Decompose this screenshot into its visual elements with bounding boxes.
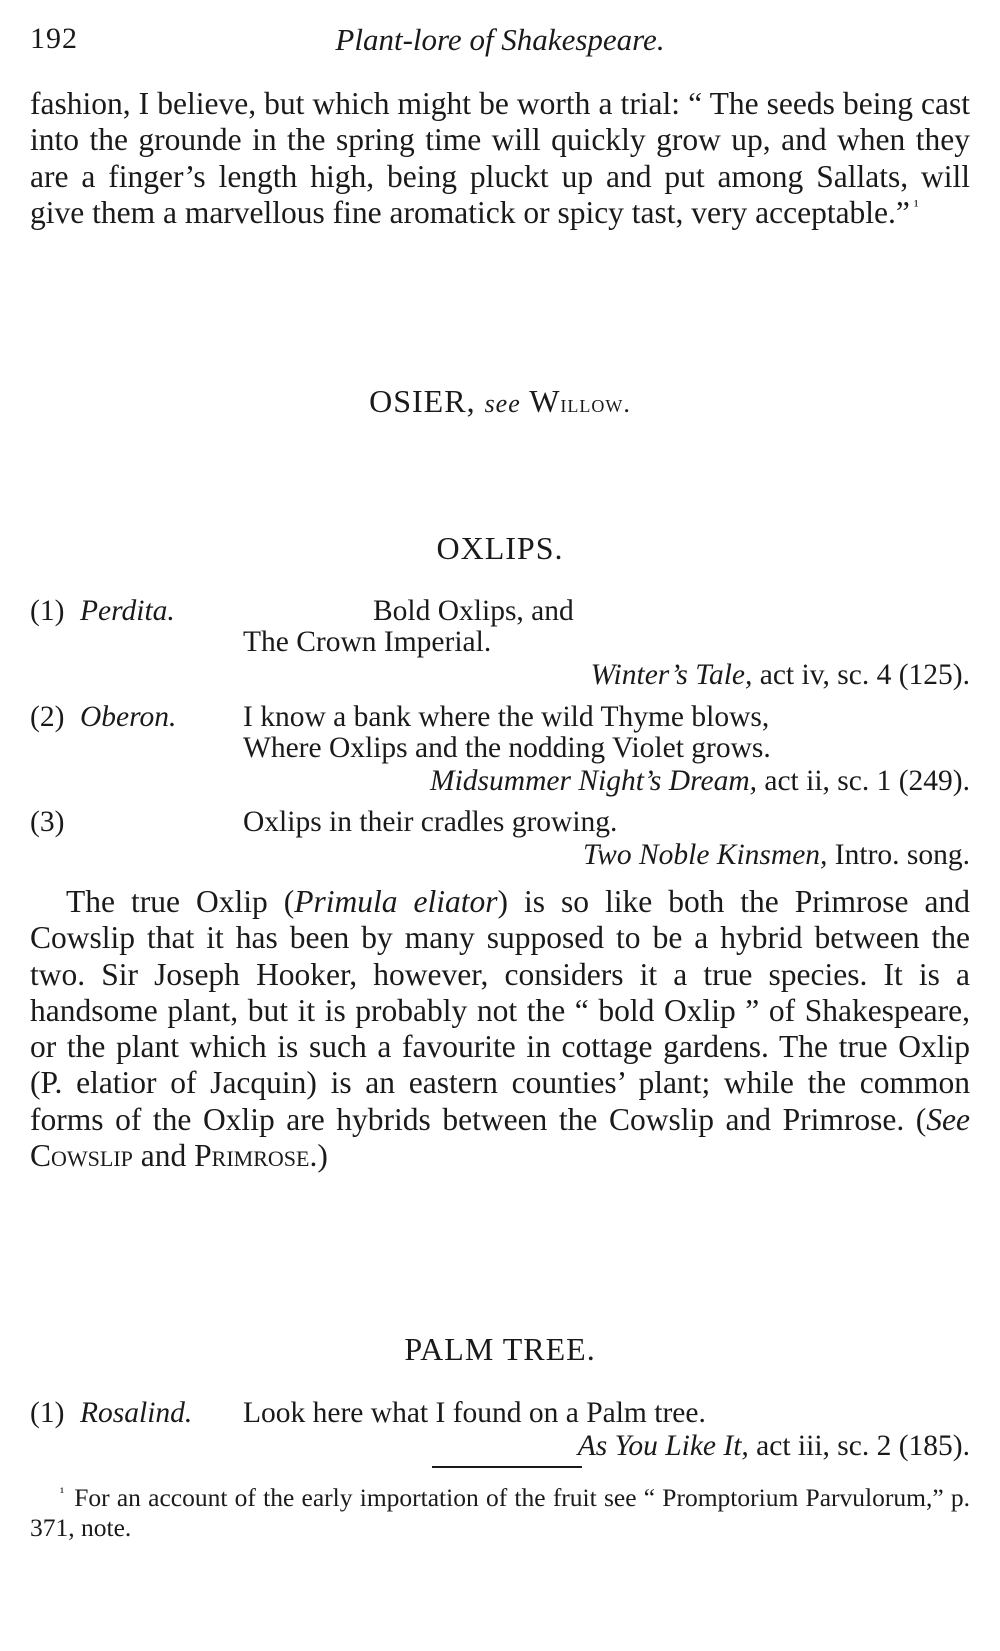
osier-ref-initial: W: [529, 383, 561, 419]
oxlips-quote-1: [30, 595, 970, 695]
and-word: and: [140, 1138, 187, 1174]
source-citation: act iii, sc. 2 (185).: [756, 1430, 970, 1462]
source-title: Winter’s Tale,: [590, 659, 753, 691]
source-title: As You Like It,: [577, 1430, 749, 1462]
quote-number: (1): [30, 595, 65, 627]
quote-number: (2): [30, 701, 65, 733]
quote-number: (1): [30, 1397, 65, 1429]
quote-line: Look here what I found on a Palm tree.: [243, 1397, 706, 1429]
quote-line: Oxlips in their cradles growing.: [243, 806, 618, 838]
osier-heading: [0, 383, 1000, 420]
close-paren: ): [317, 1138, 328, 1174]
footnote: [30, 1483, 970, 1543]
quote-line: The Crown Imperial.: [243, 626, 492, 658]
intro-paragraph: [30, 86, 970, 231]
running-head: [30, 22, 970, 62]
intro-text: fashion, I believe, but which might be worth a trial: “ The seeds being cast into the grounde in the spring time will quickly grow up, and when they are a finger’s length high, being pluckt up and put among Sallats, will give them a marvellous fine aromatick or spicy tast, very acceptable.”: [30, 86, 970, 230]
footnote-text: For an account of the early importation of the fruit see “ Promptorium Parvulorum,” p. 371, note.: [30, 1483, 970, 1542]
source-citation: act ii, sc. 1 (249).: [764, 765, 970, 797]
footnote-divider: [432, 1466, 582, 1468]
quote-speaker: Perdita.: [80, 595, 175, 627]
footnote-reference[interactable]: ¹: [913, 198, 919, 216]
source-citation: Intro. song.: [834, 839, 970, 871]
quote-line: I know a bank where the wild Thyme blows,: [243, 701, 770, 733]
quote-line: Bold Oxlips, and: [373, 595, 574, 627]
oxlips-heading: OXLIPS.: [436, 530, 564, 566]
osier-see: see: [484, 389, 521, 418]
ref-rest: owslip: [51, 1138, 133, 1174]
quote-source: [578, 1430, 970, 1462]
osier-title: OSIER,: [369, 383, 476, 419]
osier-ref-rest: illow.: [560, 389, 631, 418]
page-number: 192: [30, 22, 78, 55]
source-title: Two Noble Kinsmen,: [582, 839, 828, 871]
see-word: See: [926, 1101, 970, 1137]
ref-initial: C: [30, 1138, 52, 1174]
quote-speaker: Oberon.: [80, 701, 177, 733]
oxlips-commentary: [30, 884, 970, 1174]
quote-source: [430, 765, 970, 797]
palm-tree-heading: PALM TREE.: [404, 1331, 596, 1367]
commentary-text: ) is so like both the Primrose and Cowslip that it has been by many supposed to be a hybrid between the two. Sir Joseph Hooker, however, considers it a true species. It is a handsome plant, but it is probably not the “ bold Oxlip ” of Shakespeare, or the plant which is such a favourite in cottage gardens. The true Oxlip (P. elatior of Jacquin) is an eastern counties’ plant; while the common forms of the Oxlip are hybrids between the Cowslip and Primrose. (: [30, 884, 971, 1137]
cowslip-cross-reference[interactable]: [30, 1138, 133, 1173]
ref-initial: P: [194, 1138, 212, 1174]
palm-quote-1: [30, 1397, 970, 1467]
quote-line: Where Oxlips and the nodding Violet grows.: [243, 732, 771, 764]
quote-number: (3): [30, 806, 65, 838]
latin-name: Primula eliator: [294, 884, 498, 919]
quote-source: [591, 659, 970, 691]
oxlips-quote-2: [30, 701, 970, 801]
commentary-text: The true Oxlip (: [66, 884, 295, 919]
footnote-mark: ¹: [60, 1485, 65, 1501]
source-citation: act iv, sc. 4 (125).: [759, 659, 970, 691]
ref-rest: rimrose.: [211, 1138, 318, 1174]
quote-source: [583, 839, 970, 871]
quote-speaker: Rosalind.: [80, 1397, 193, 1429]
osier-cross-reference[interactable]: [529, 383, 631, 419]
running-title: Plant-lore of Shakespeare.: [335, 22, 665, 57]
primrose-cross-reference[interactable]: [194, 1138, 317, 1173]
source-title: Midsummer Night’s Dream,: [430, 765, 757, 797]
oxlips-quote-3: [30, 806, 970, 876]
